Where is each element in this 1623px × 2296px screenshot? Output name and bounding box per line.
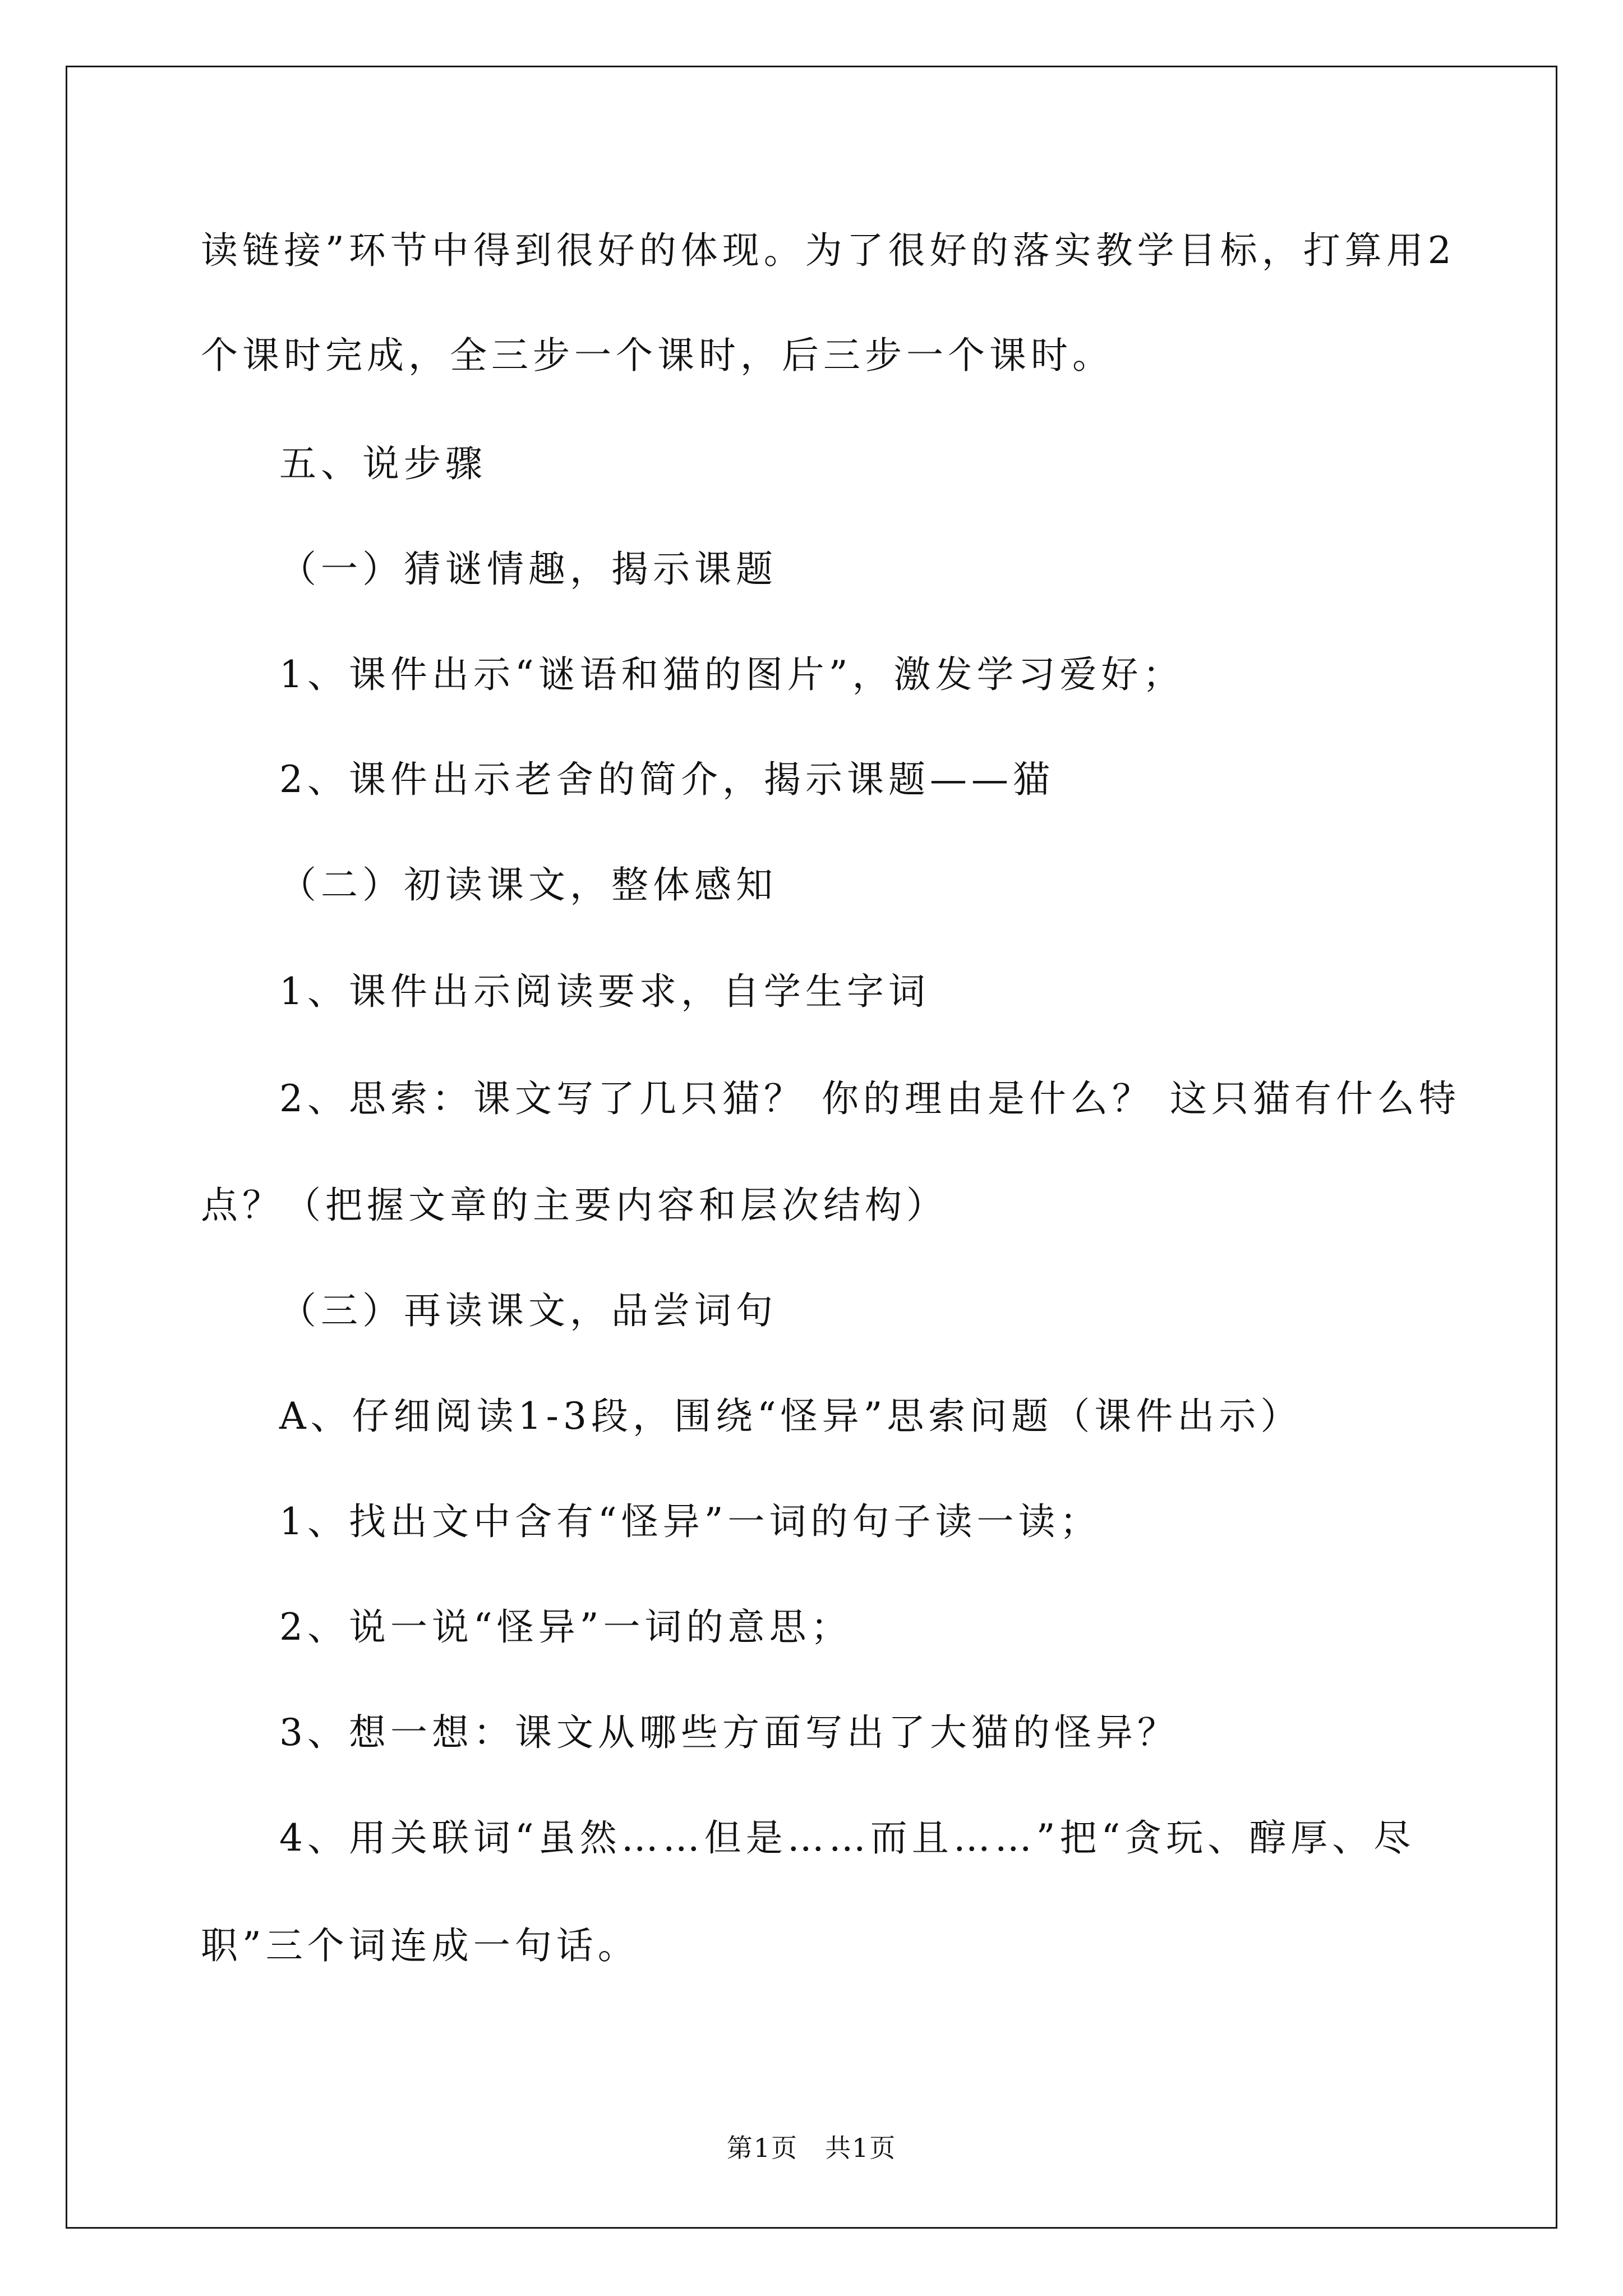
text-line: 读链接”环节中得到很好的体现。为了很好的落实教学目标，打算用2 bbox=[201, 229, 1456, 272]
text-line: 2、课件出示老舍的简介，揭示课题——猫 bbox=[279, 758, 1054, 801]
text-line: 点？（把握文章的主要内容和层次结构） bbox=[201, 1184, 948, 1227]
text-line: 个课时完成，全三步一个课时，后三步一个课时。 bbox=[201, 334, 1114, 377]
text-line: 2、说一说“怪异”一词的意思； bbox=[279, 1605, 852, 1649]
subsection-heading: （一）猜谜情趣，揭示课题 bbox=[279, 547, 777, 591]
page-number: 第1页 共1页 bbox=[726, 2133, 897, 2163]
text-line: 1、找出文中含有“怪异”一词的句子读一读； bbox=[279, 1500, 1101, 1543]
subsection-heading: （二）初读课文，整体感知 bbox=[279, 863, 777, 907]
text-line: 1、课件出示“谜语和猫的图片”，激发学习爱好； bbox=[279, 653, 1184, 696]
text-line: 职”三个词连成一句话。 bbox=[201, 1924, 639, 1967]
text-line: 2、思索：课文写了几只猫？ 你的理由是什么？ 这只猫有什么特 bbox=[279, 1077, 1460, 1120]
text-line: 1、课件出示阅读要求，自学生字词 bbox=[279, 970, 930, 1013]
page-frame bbox=[66, 66, 1557, 2229]
text-line: 3、想一想：课文从哪些方面写出了大猫的怪异？ bbox=[279, 1711, 1179, 1754]
section-heading: 五、说步骤 bbox=[279, 442, 487, 485]
subsection-heading: （三）再读课文，品尝词句 bbox=[279, 1289, 777, 1332]
text-line: 4、用关联词“虽然……但是……而且……”把“贪玩、醇厚、尽 bbox=[279, 1816, 1415, 1860]
text-line: A、仔细阅读1-3段，围绕“怪异”思索问题（课件出示） bbox=[279, 1395, 1302, 1438]
